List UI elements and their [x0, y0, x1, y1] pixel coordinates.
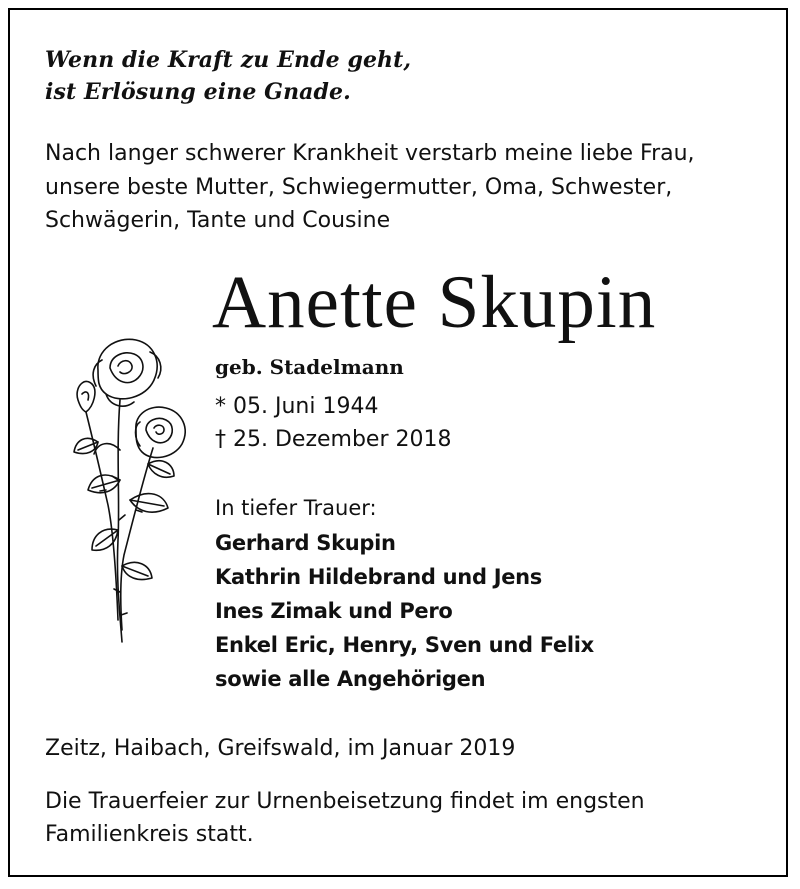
- funeral-line-2: Familienkreis statt.: [45, 822, 254, 847]
- intro-line-1: Nach langer schwerer Krankheit verstarb meine liebe Frau,: [45, 141, 695, 166]
- motto-line-1: Wenn die Kraft zu Ende geht,: [45, 47, 412, 73]
- mourning-label: In tiefer Trauer:: [215, 496, 377, 520]
- place-date: Zeitz, Haibach, Greifswald, im Januar 2019: [45, 736, 516, 761]
- mourner-name: Ines Zimak und Pero: [215, 599, 453, 623]
- funeral-line-1: Die Trauerfeier zur Urnenbeisetzung findet im engsten: [45, 789, 645, 814]
- mourner-name: Kathrin Hildebrand und Jens: [215, 565, 542, 589]
- mourner-name: Gerhard Skupin: [215, 531, 396, 555]
- motto-line-2: ist Erlösung eine Gnade.: [45, 79, 351, 105]
- deceased-name: Anette Skupin: [212, 261, 657, 344]
- mourner-name: sowie alle Angehörigen: [215, 667, 486, 691]
- intro-line-3: Schwägerin, Tante und Cousine: [45, 208, 391, 233]
- rose-icon: [58, 330, 198, 650]
- death-date: † 25. Dezember 2018: [215, 427, 452, 452]
- mourner-name: Enkel Eric, Henry, Sven und Felix: [215, 633, 594, 657]
- intro-line-2: unsere beste Mutter, Schwiegermutter, Oma, Schwester,: [45, 175, 673, 200]
- birth-date: * 05. Juni 1944: [215, 394, 379, 419]
- maiden-name: geb. Stadelmann: [215, 355, 404, 379]
